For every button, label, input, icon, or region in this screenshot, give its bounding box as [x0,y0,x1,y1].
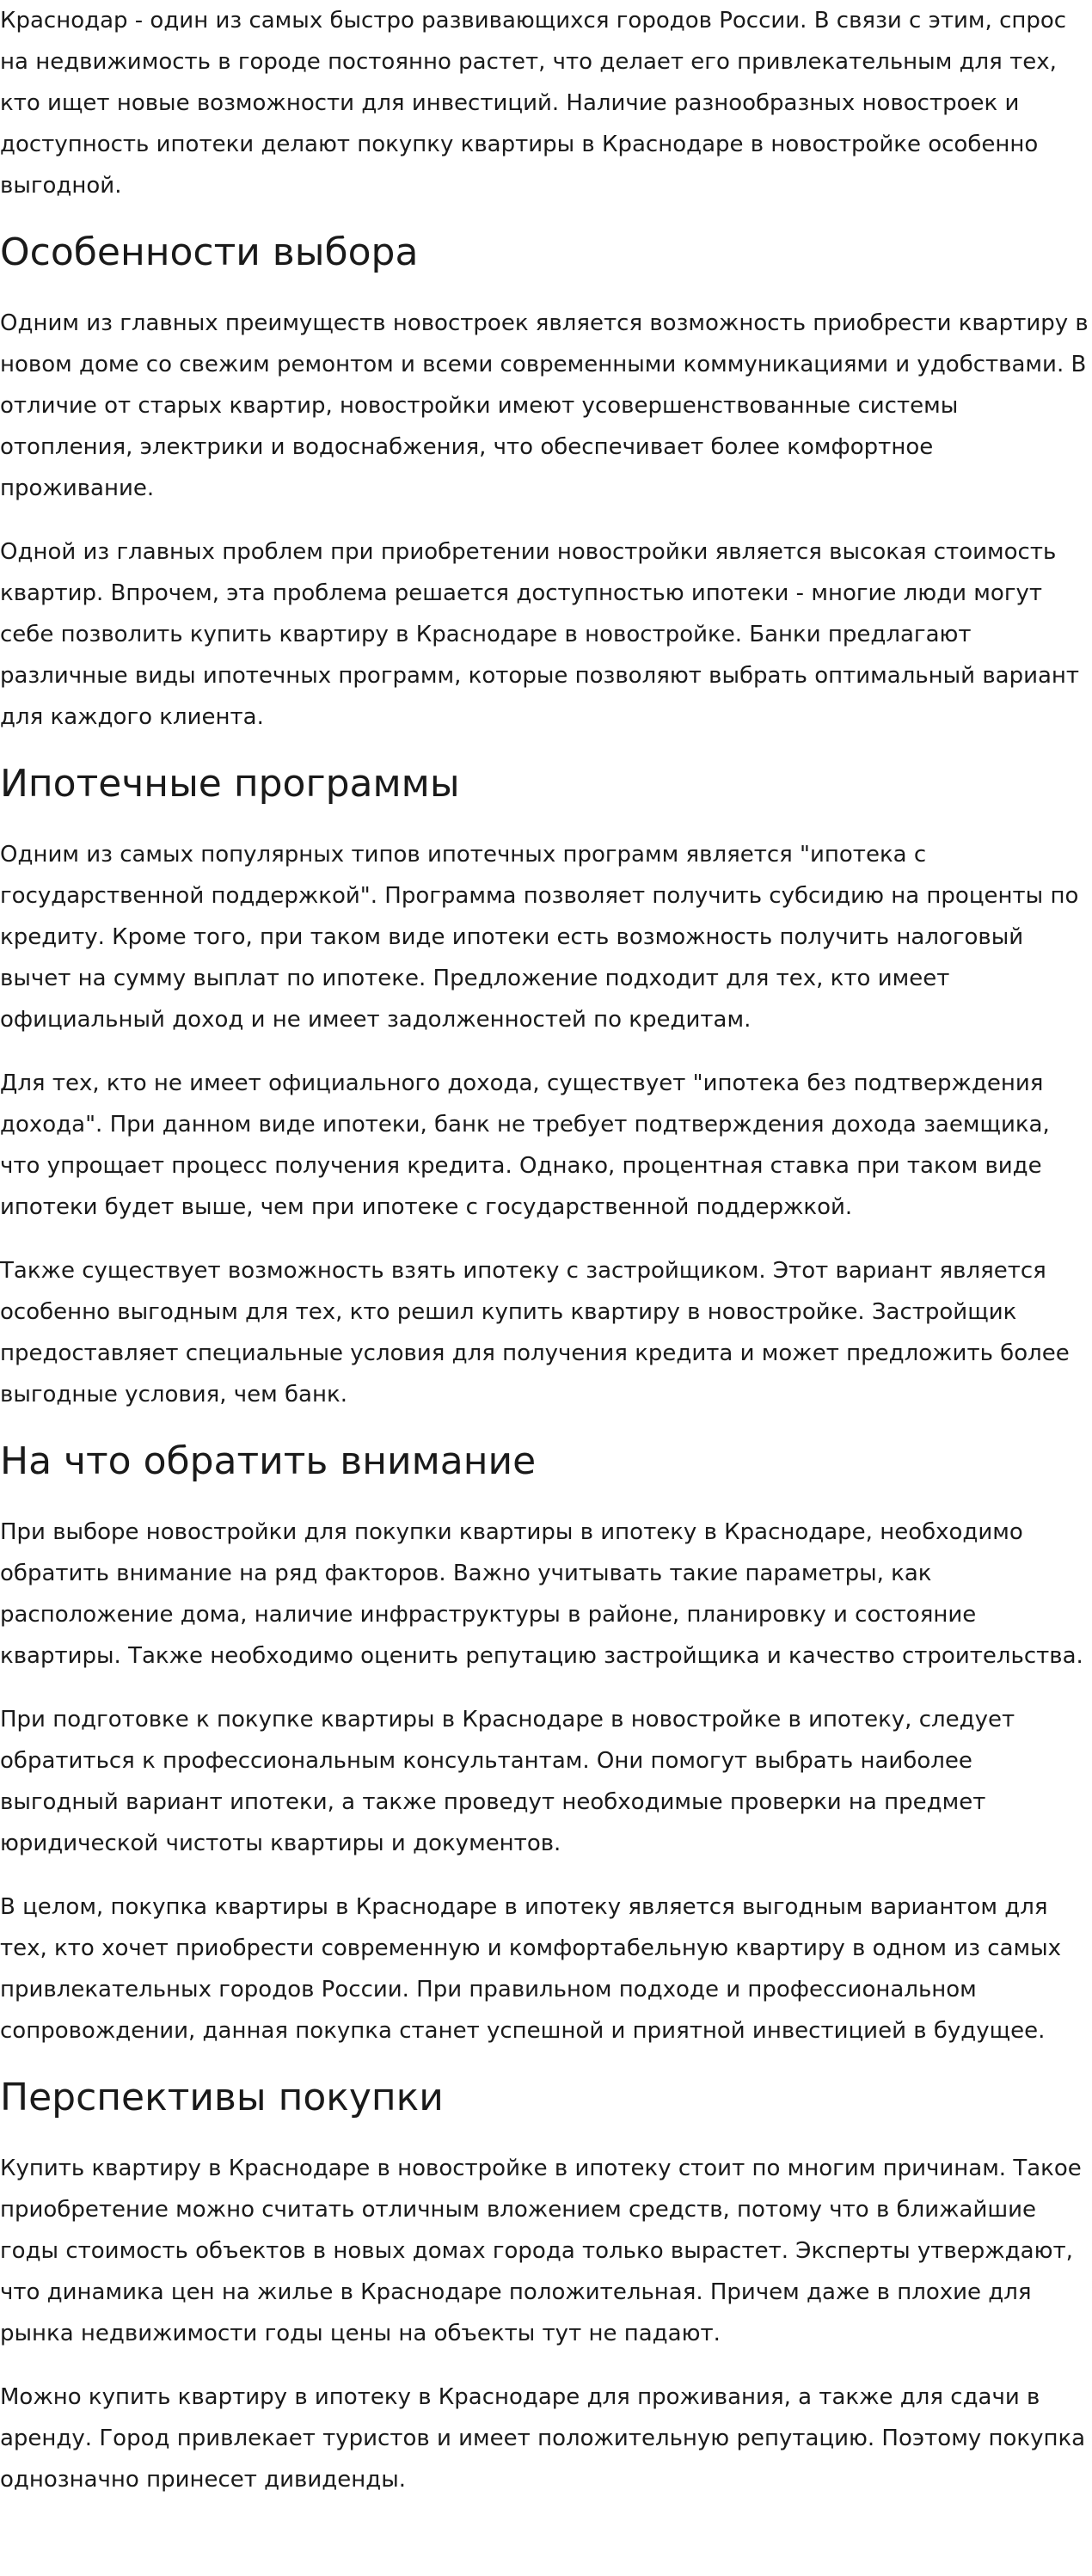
section-heading-prospects: Перспективы покупки [0,2076,444,2119]
paragraph: При выборе новостройки для покупки квартиры в ипотеку в Краснодаре, необходимо обратить внимание на ряд факторов. Важно учитывать такие параметры, как расположение дома, наличие инфраструктуры в районе, планировку и состояние квартиры. Также необходимо оценить репутацию застройщика и качество строительства. [0,1519,1083,1669]
paragraph: Можно купить квартиру в ипотеку в Краснодаре для проживания, а также для сдачи в аренду. Город привлекает туристов и имеет положительную репутацию. Поэтому покупка однозначно принесет дивиденды. [0,2384,1086,2493]
paragraph: Одним из самых популярных типов ипотечных программ является "ипотека с государственной поддержкой". Программа позволяет получить субсидию на проценты по кредиту. Кроме того, при таком виде ипотеки есть возможность получить налоговый вычет на сумму выплат по ипотеке. Предложение подходит для тех, кто имеет официальный доход и не имеет задолженностей по кредитам. [0,842,1079,1033]
section-heading-what-to-consider: На что обратить внимание [0,1439,537,1483]
paragraph: В целом, покупка квартиры в Краснодаре в ипотеку является выгодным вариантом для тех, кто хочет приобрести современную и комфортабельную квартиру в одном из самых привлекательных городов России. При правильном подходе и профессиональном сопровождении, данная покупка станет успешной и приятной инвестицией в будущее. [0,1894,1062,2044]
paragraph: Купить квартиру в Краснодаре в новостройке в ипотеку стоит по многим причинам. Такое приобретение можно считать отличным вложением средств, потому что в ближайшие годы стоимость объектов в новых домах города только вырастет. Эксперты утверждают, что динамика цен на жилье в Краснодаре положительная. Причем даже в плохие для рынка недвижимости годы цены на объекты тут не падают. [0,2156,1082,2346]
paragraph: Одной из главных проблем при приобретении новостройки является высокая стоимость квартир. Впрочем, эта проблема решается доступностью ипотеки - многие люди могут себе позволить купить квартиру в Краснодаре в новостройке. Банки предлагают различные виды ипотечных программ, которые позволяют выбрать оптимальный вариант для каждого клиента. [0,539,1080,730]
section-heading-features: Особенности выбора [0,230,419,274]
paragraph: Также существует возможность взять ипотеку с застройщиком. Этот вариант является особенно выгодным для тех, кто решил купить квартиру в новостройке. Застройщик предоставляет специальные условия для получения кредита и может предложить более выгодные условия, чем банк. [0,1258,1070,1408]
intro-paragraph: Краснодар - один из самых быстро развивающихся городов России. В связи с этим, спрос на недвижимость в городе постоянно растет, что делает его привлекательным для тех, кто ищет новые возможности для инвестиций. Наличие разнообразных новостроек и доступность ипотеки делают покупку квартиры в Краснодаре в новостройке особенно выгодной. [0,8,1067,199]
paragraph: При подготовке к покупке квартиры в Краснодаре в новостройке в ипотеку, следует обратиться к профессиональным консультантам. Они помогут выбрать наиболее выгодный вариант ипотеки, а также проведут необходимые проверки на предмет юридической чистоты квартиры и документов. [0,1707,1015,1856]
paragraph: Для тех, кто не имеет официального дохода, существует "ипотека без подтверждения дохода". При данном виде ипотеки, банк не требует подтверждения дохода заемщика, что упрощает процесс получения кредита. Однако, процентная ставка при таком виде ипотеки будет выше, чем при ипотеке с государственной поддержкой. [0,1070,1050,1220]
paragraph: Одним из главных преимуществ новостроек является возможность приобрести квартиру в новом доме со свежим ремонтом и всеми современными коммуникациями и удобствами. В отличие от старых квартир, новостройки имеют усовершенствованные системы отопления, электрики и водоснабжения, что обеспечивает более комфортное проживание. [0,310,1089,501]
section-heading-mortgage-programs: Ипотечные программы [0,762,460,806]
